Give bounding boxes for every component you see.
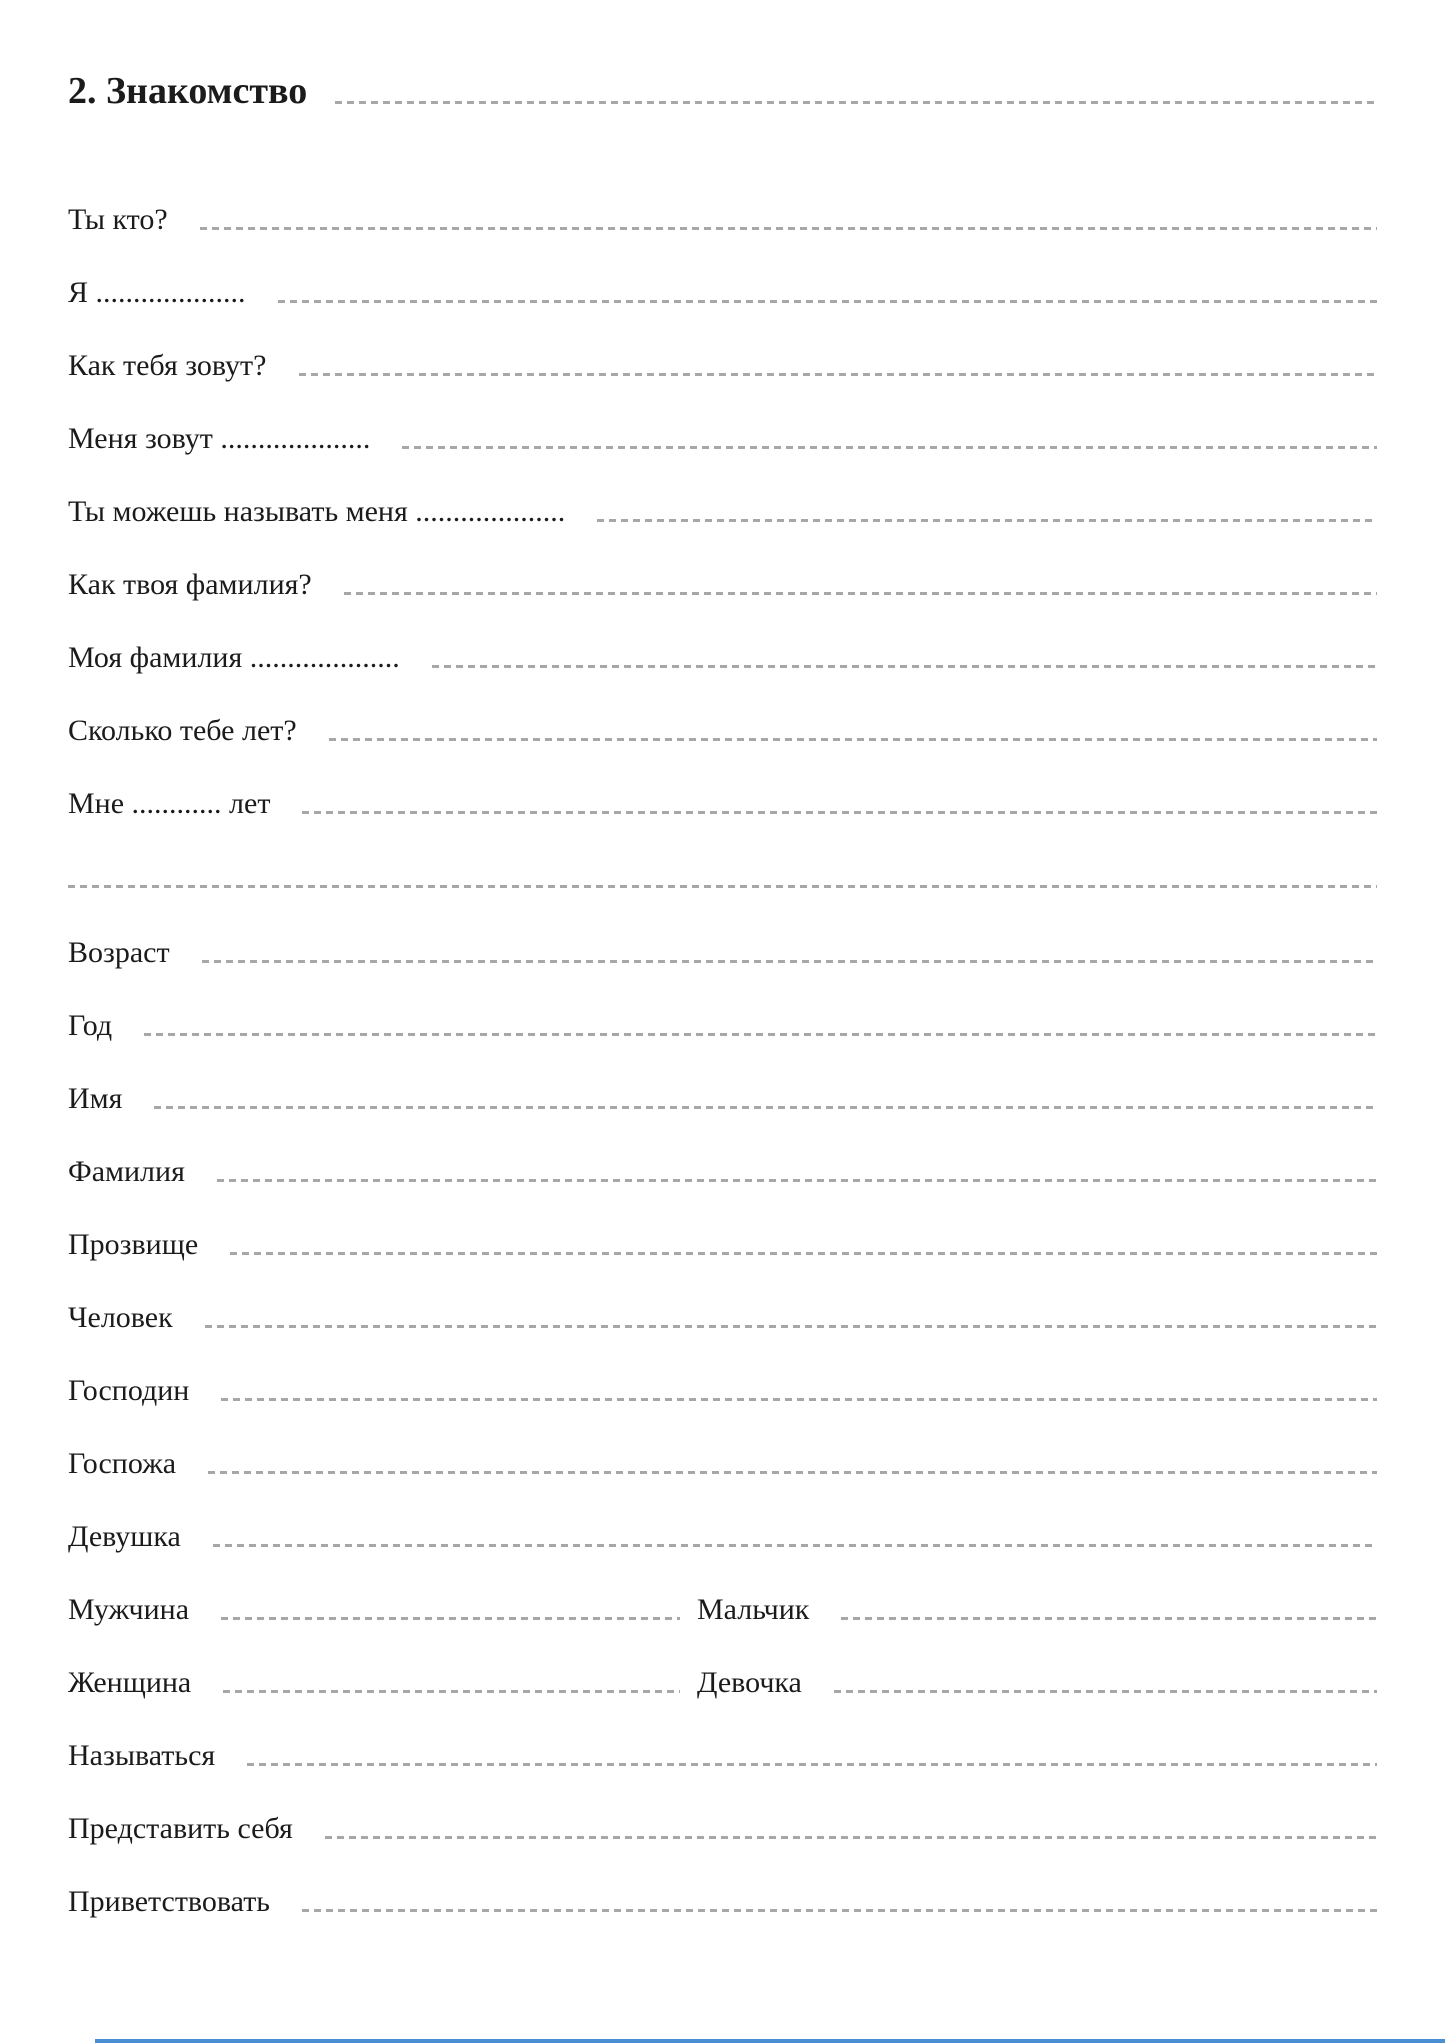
vocab-label: Мальчик [697,1593,810,1626]
phrase-row [68,328,1377,401]
vocab-pair-row [68,1572,1377,1645]
vocab-pair-row [68,1645,1377,1718]
answer-line [205,1325,1377,1328]
answer-line [299,373,1378,376]
answer-line [202,960,1377,963]
answer-line [217,1179,1377,1182]
vocab-row [68,1499,1377,1572]
answer-line [302,811,1377,814]
bottom-page-edge-line [95,2039,1445,2043]
answer-line [344,592,1377,595]
vocab-row [68,1353,1377,1426]
phrase-row [68,693,1377,766]
answer-line [278,300,1377,303]
page-title: 2. Знакомство [68,70,308,112]
vocab-row [68,1134,1377,1207]
answer-line [597,519,1377,522]
vocab-row [68,988,1377,1061]
vocab-row [68,1791,1377,1864]
answer-line [247,1763,1377,1766]
vocab-pair-right [697,1668,1377,1698]
vocab-label: Фамилия [68,1155,185,1188]
vocab-label: Женщина [68,1666,192,1699]
vocab-label: Представить себя [68,1812,293,1845]
phrase-label: Я .................... [68,276,246,309]
phrase-row [68,547,1377,620]
answer-line [154,1106,1377,1109]
phrase-label: Ты можешь называть меня .................... [68,495,566,528]
vocab-label: Прозвище [68,1228,199,1261]
phrase-label: Моя фамилия .................... [68,641,400,674]
answer-line [223,1690,680,1693]
answer-line [302,1909,1377,1912]
phrase-row [68,255,1377,328]
phrases-section [68,182,1377,839]
answer-line [144,1033,1377,1036]
phrase-label: Меня зовут .................... [68,422,371,455]
vocab-label: Приветствовать [68,1885,270,1918]
vocab-pair-left [68,1668,680,1698]
answer-line [325,1836,1377,1839]
phrase-label: Мне ............ лет [68,787,271,820]
phrase-row [68,620,1377,693]
answer-line [200,227,1377,230]
vocab-label: Человек [68,1301,173,1334]
answer-line [221,1398,1377,1401]
vocab-pair-left [68,1595,680,1625]
vocab-row [68,1426,1377,1499]
vocab-row [68,1718,1377,1791]
phrase-row [68,182,1377,255]
answer-line [208,1471,1377,1474]
vocab-row [68,1061,1377,1134]
vocab-label: Называться [68,1739,216,1772]
vocab-label: Возраст [68,936,170,969]
blank-answer-line [68,885,1377,888]
answer-line [213,1544,1377,1547]
vocab-row [68,1864,1377,1937]
phrase-row [68,401,1377,474]
answer-line [221,1617,680,1620]
vocabulary-section [68,915,1377,1937]
vocab-row [68,1280,1377,1353]
vocab-row [68,915,1377,988]
phrase-row [68,766,1377,839]
phrase-row [68,474,1377,547]
answer-line [230,1252,1377,1255]
answer-line [834,1690,1377,1693]
vocab-pair-right [697,1595,1377,1625]
phrase-label: Как твоя фамилия? [68,568,312,601]
vocab-label: Мужчина [68,1593,190,1626]
vocab-label: Год [68,1009,113,1042]
vocab-label: Господин [68,1374,190,1407]
vocab-label: Девочка [697,1666,802,1699]
title-fill-line [335,101,1377,104]
vocab-label: Имя [68,1082,123,1115]
answer-line [432,665,1377,668]
answer-line [841,1617,1377,1620]
answer-line [329,738,1377,741]
vocab-label: Девушка [68,1520,181,1553]
phrase-label: Как тебя зовут? [68,349,267,382]
section-title-row [68,64,1377,110]
vocab-label: Госпожа [68,1447,177,1480]
phrase-label: Сколько тебе лет? [68,714,297,747]
answer-line [402,446,1377,449]
phrase-label: Ты кто? [68,203,168,236]
vocab-row [68,1207,1377,1280]
